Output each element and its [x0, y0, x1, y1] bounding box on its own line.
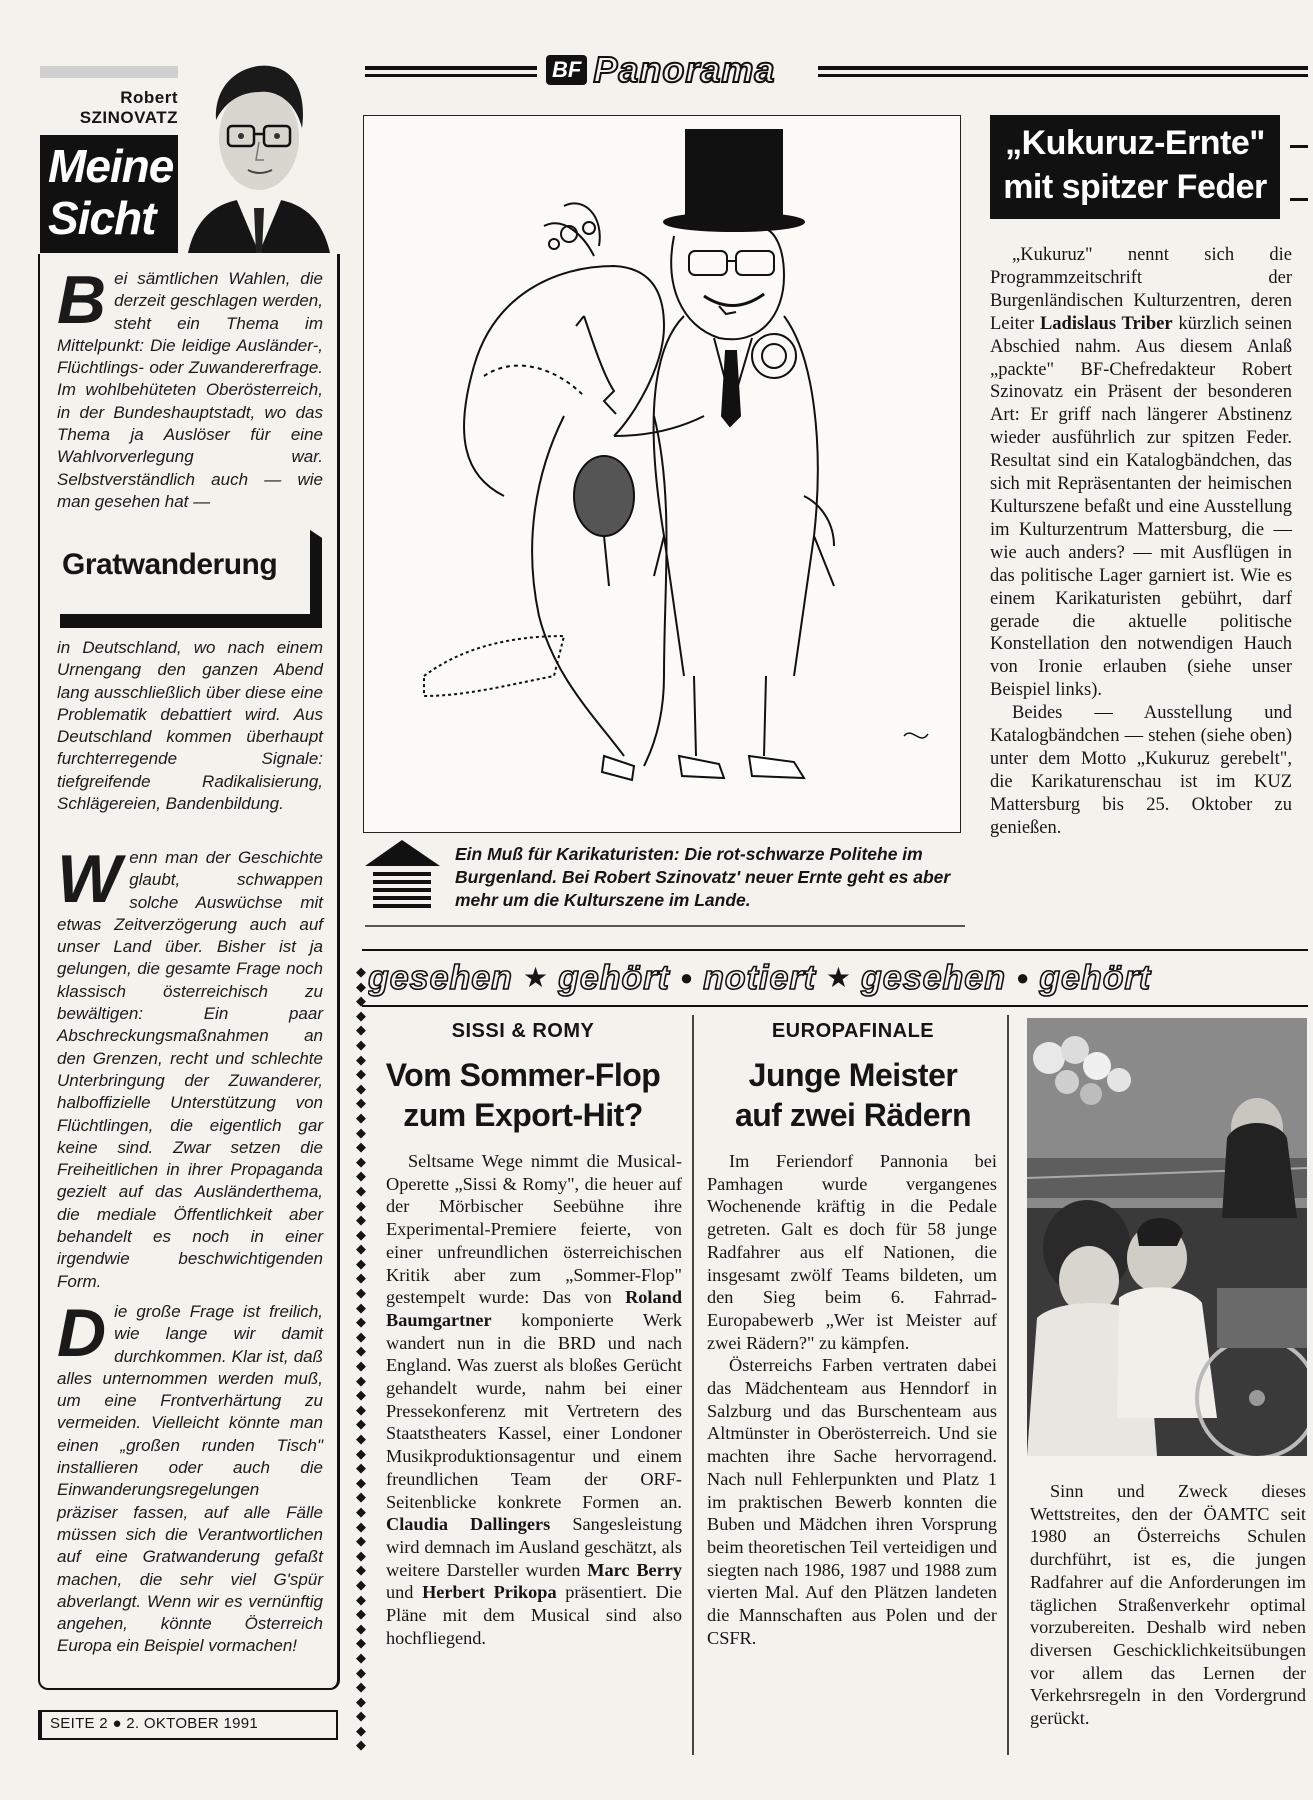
star-icon: ★	[522, 963, 549, 994]
column-paragraph-3: Wenn man der Geschichte glaubt, schwappen solche Auswüchse mit etwas Zeitverzögerung auch auf unser Land über. Bisher ist ja gelungen, die gesamte Frage noch klassisch österreichisch zu bewältigen: Ein paar Abschreckungsmaßnahmen an den Grenzen, recht und schlechte Unterbringung der Zuwanderer, halboffizielle Unterstützung von Flüchtlingen, die eigentlich gar keine sind. Zwar setzen die Freiheitlichen in ihrer Propaganda gezielt auf das Ausländerthema, die mediale Öffentlichkeit aber behandelt es noch in einer irgendwie beschwichtigenden Form.	[57, 841, 323, 1291]
drop-cap: B	[57, 262, 107, 338]
news-ribbon: gesehen ★ gehört ● notiert ★ gesehen ● gehört	[368, 958, 1152, 997]
column-title: Meine Sicht	[48, 140, 174, 244]
section-logo	[546, 49, 775, 91]
column-paragraph-2: in Deutschland, wo nach einem Urnengang den ganzen Abend lang ausschließlich über diese eine Problematik debattiert wird. Aus Deutschland kommen überhaupt furchterregende Signale: tiefgreifende Radikalisierung, Schlägereien, Bandenbildung.	[57, 638, 323, 814]
sissi-headline: Vom Sommer-Flop zum Export-Hit?	[385, 1057, 661, 1133]
sissi-kicker: SISSI & ROMY	[451, 1020, 595, 1042]
europa-kicker: EUROPAFINALE	[771, 1020, 935, 1042]
author-name: Robert SZINOVATZ	[79, 88, 178, 127]
europa-body: Im Feriendorf Pannonia bei Pamhagen wurde vergangenes Wochenende kräftig in die Pedale getreten. Galt es doch für 58 junge Radfahrer aus elf Nationen, die insgesamt zwölf Teams bildeten, um den Sieg beim 6. Fahrrad-Europabewerb „Wer ist Meister auf zwei Rädern?" zu kämpfen. Österreichs Farben vertraten dabei das Mädchenteam aus Henndorf in Salzburg und das Burschenteam aus Altmünster in Oberösterreich. Und sie machten ihre Sache hervorragend. Nach null Fehlerpunkten und Platz 1 im praktischen Bewerb konnten die Buben und Mädchen ihren Vorsprung beim theoretischen Teil verteidigen und siegten nach 1986, 1987 und 1988 zum vierten Mal. Auf den Plätzen landeten die Mannschaften aus Polen und der CSFR.	[707, 1151, 997, 1648]
ribbon-rule-bottom	[362, 1005, 1308, 1007]
column-paragraph-4: Die große Frage ist freilich, wie lange wir damit durchkommen. Klar ist, daß alles unternommen werden muß, um eine Frontverhärtung zu vermeiden. Vielleicht könnte man einen „großen runden Tisch" installieren oder auch die Einwanderungsregelungen präziser fassen, auf alle Fälle müssen sich die Verantwortlichen auf eine Gratwanderung gefaßt machen, die sehr viel G'spür abverlangt. Wenn wir es vernünftig angehen, könnte Österreich Europa ein Beispiel vormachen!	[57, 1295, 323, 1656]
bullet-icon: ●	[679, 965, 694, 990]
europa-headline: Junge Meister auf zwei Rädern	[734, 1057, 972, 1133]
cartoon-caption: Ein Muß für Karikaturisten: Die rot-schwarze Politehe im Burgenland. Bei Robert Szinovatz' neuer Ernte geht es aber mehr um die Kulturszene im Lande.	[455, 844, 951, 910]
diamond-border: ◆ ◆ ◆ ◆ ◆ ◆ ◆ ◆ ◆ ◆ ◆ ◆ ◆ ◆ ◆ ◆ ◆ ◆ ◆ ◆ ◆ ◆ ◆ ◆ ◆ ◆ ◆ ◆ ◆ ◆ ◆ ◆ ◆ ◆ ◆ ◆ ◆ ◆ ◆ ◆ ◆ ◆ ◆ ◆ ◆ ◆ ◆ ◆ ◆ ◆ ◆ ◆ ◆ ◆	[356, 965, 366, 1753]
bullet-icon: ●	[1015, 965, 1030, 990]
ribbon-rule-top	[362, 949, 1308, 951]
column-subhead: Gratwanderung	[62, 548, 278, 581]
europa-body-continued: Sinn und Zweck dieses Wettstreites, den der ÖAMTC seit 1980 an Österreichs Schulen durchführt, ist es, die jungen Radfahrer auf die Anforderungen im täglichen Straßenverkehr optimal vorzubereiten. Deshalb wird neben diversen Geschicklichkeitsübungen vor allem das Lernen der Verkehrsregeln in den Vordergrund gerückt.	[1030, 1481, 1306, 1729]
cyclists-photo	[1027, 1018, 1307, 1456]
bullet-icon: ●	[112, 1715, 122, 1732]
footer-text: SEITE 2 ● 2. OKTOBER 1991	[50, 1715, 259, 1732]
drop-cap: D	[57, 1295, 107, 1371]
bf-logo: BF	[546, 55, 587, 85]
caption-arrow-icon	[365, 840, 440, 922]
header-rule-left	[365, 74, 537, 77]
cartoon-frame	[363, 115, 961, 833]
kukuruz-body: „Kukuruz" nennt sich die Programmzeitschrift der Burgenländischen Kulturzentren, deren Leiter Ladislaus Triber kürzlich seinen Abschied nahm. Aus diesem Anlaß „packte" BF-Chefredakteur Robert Szinovatz ein Präsent der besonderen Art: Er griff nach längerer Abstinenz wieder ausführlich zur spitzen Feder. Resultat sind ein Katalogbändchen, das sich mit Repräsentanten der heimischen Kulturszene befaßt und eine Ausstellung im Kulturzentrum Mattersburg, die — wie auch anders? — mit Ausflügen in das politische Lager garniert ist. Wie es einem Karikaturisten gebührt, darf gerade die aktuelle politische Konstellation den notwendigen Hauch von Ironie erlauben (siehe unser Beispiel links). Beides — Ausstellung und Katalogbändchen — stehen (siehe oben) unter dem Motto „Kukuruz gerebelt", die Karikaturenschau ist im KUZ Mattersburg bis 25. Oktober zu genießen.	[990, 245, 1292, 838]
header-rule-right	[818, 74, 1308, 77]
panorama-logo: Panorama	[593, 49, 776, 90]
drop-cap: W	[57, 841, 122, 917]
title-rule	[1290, 145, 1308, 148]
caption-rule	[365, 925, 965, 927]
column-paragraph-1: Bei sämtlichen Wahlen, die derzeit geschlagen werden, steht ein Thema im Mittelpunkt: Die leidige Ausländer-, Flüchtlings- oder Zuwandererfrage. Im wohlbehüteten Oberösterreich, in der Bundeshauptstadt, wo das Thema ja Auslöser für eine Wahlvorverlegung war. Selbstverständlich auch — wie man gesehen hat —	[57, 262, 323, 511]
star-icon: ★	[825, 963, 852, 994]
column-divider	[1007, 1015, 1009, 1755]
kukuruz-headline: „Kukuruz-Ernte" mit spitzer Feder	[1003, 124, 1267, 206]
column-divider	[692, 1015, 694, 1755]
sissi-body: Seltsame Wege nimmt die Musical-Operette „Sissi & Romy", die heuer auf der Mörbischer Seebühne ihre Experimental-Premiere feierte, von einer unfreundlichen österreichischen Kritik aber zum „Sommer-Flop" gestempelt wurde: Das von Roland Baumgartner komponierte Werk wandert nun in die BRD und nach England. Was zuerst als bloßes Gerücht gehandelt wurde, nahm bei einer Pressekonferenz mit Vertretern des Staatstheaters Kassel, einer Londoner Musikproduktionsagentur und einem freundlichen Team der ORF-Seitenblicke konkrete Formen an. Claudia Dallingers Sangesleistung wird demnach im Ausland geschätzt, als weitere Darsteller wurden Marc Berry und Herbert Prikopa präsentiert. Die Pläne mit dem Musical sind also hochfliegend.	[386, 1151, 682, 1648]
header-rule-right	[818, 66, 1308, 70]
author-portrait	[178, 58, 340, 253]
cartoon-illustration	[364, 116, 960, 832]
header-rule-left	[365, 66, 537, 70]
title-rule	[1290, 198, 1308, 201]
